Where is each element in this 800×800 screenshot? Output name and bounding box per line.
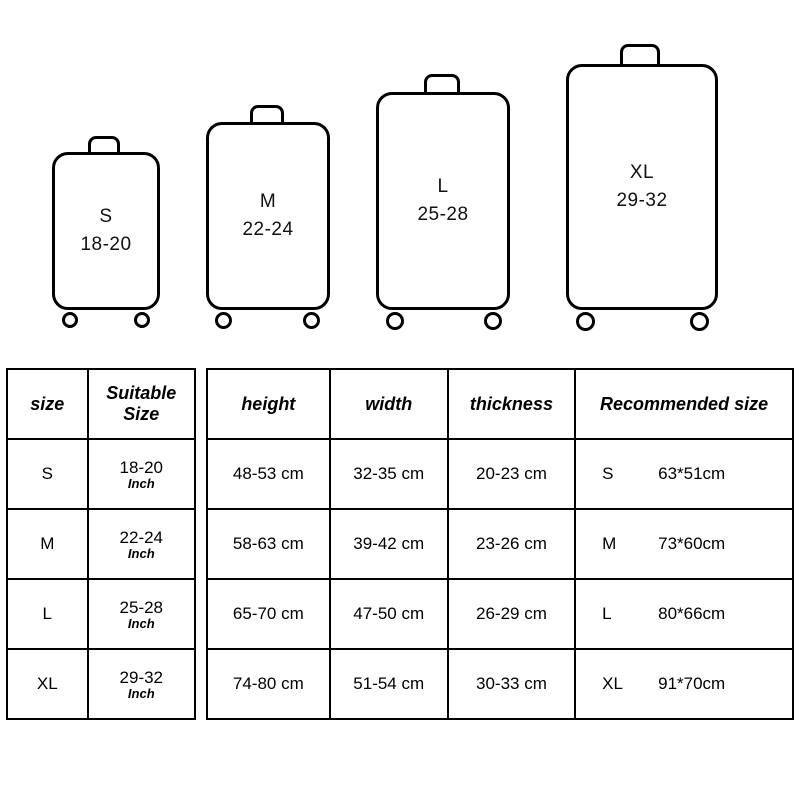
wheel-icon-m-left (215, 312, 232, 329)
wheel-icon-s-left (62, 312, 78, 328)
cell-recommended-value: 91*70cm (658, 674, 726, 693)
table-row (207, 579, 793, 649)
header-height: height (207, 369, 330, 439)
case-size-l: 25-28 (417, 204, 469, 225)
case-body-s (52, 152, 160, 310)
table-row (207, 649, 793, 719)
header-suitable-size (88, 369, 195, 439)
cell-suitable (88, 649, 195, 719)
cell-width: 51-54 cm (330, 649, 448, 719)
cell-thickness: 26-29 cm (448, 579, 575, 649)
cell-recommended (575, 509, 793, 579)
dimension-table (206, 368, 794, 720)
cell-thickness: 30-33 cm (448, 649, 575, 719)
table-row (7, 649, 195, 719)
cell-suitable-value: 18-20 (119, 457, 164, 477)
case-size-xl: 29-32 (616, 190, 668, 211)
cell-size: L (7, 579, 88, 649)
case-body-m (206, 122, 330, 310)
cell-height: 58-63 cm (207, 509, 330, 579)
wheel-icon-s-right (134, 312, 150, 328)
wheel-icon-l-right (484, 312, 502, 330)
cell-recommended (575, 649, 793, 719)
case-label-s: S (99, 205, 113, 227)
cell-recommended-value: 73*60cm (658, 534, 726, 553)
cell-suitable (88, 579, 195, 649)
case-body-xl (566, 64, 718, 310)
cell-width: 32-35 cm (330, 439, 448, 509)
cell-recommended-value: 63*51cm (658, 464, 726, 483)
table-row (7, 579, 195, 649)
cell-recommended-letter: L (602, 604, 612, 623)
header-suitable-line1: Suitable (106, 383, 177, 404)
cell-recommended-value: 80*66cm (658, 604, 726, 623)
header-suitable-line2: Size (123, 404, 160, 424)
cell-size: XL (7, 649, 88, 719)
cell-height: 74-80 cm (207, 649, 330, 719)
case-label-m: M (259, 190, 277, 212)
cell-height: 48-53 cm (207, 439, 330, 509)
luggage-illustration-row (0, 0, 800, 352)
cell-height: 65-70 cm (207, 579, 330, 649)
cell-thickness: 20-23 cm (448, 439, 575, 509)
size-table (6, 368, 196, 720)
case-size-s: 18-20 (80, 234, 132, 255)
cell-suitable (88, 509, 195, 579)
wheel-icon-l-left (386, 312, 404, 330)
table-row (207, 509, 793, 579)
wheel-icon-xl-left (576, 312, 595, 331)
header-width: width (330, 369, 448, 439)
cell-size: S (7, 439, 88, 509)
table-header-row (207, 369, 793, 439)
cell-size: M (7, 509, 88, 579)
cell-suitable-value: 22-24 (119, 527, 164, 547)
header-thickness: thickness (448, 369, 575, 439)
case-body-l (376, 92, 510, 310)
cell-recommended (575, 579, 793, 649)
handle-icon-xl (620, 44, 660, 66)
cell-recommended-letter: S (602, 464, 614, 483)
cell-unit: Inch (127, 615, 155, 631)
table-row (207, 439, 793, 509)
wheel-icon-xl-right (690, 312, 709, 331)
table-header-row (7, 369, 195, 439)
case-label-l: L (437, 175, 449, 197)
table-row (7, 509, 195, 579)
handle-icon-l (424, 74, 460, 94)
case-size-m: 22-24 (242, 219, 294, 240)
cell-width: 47-50 cm (330, 579, 448, 649)
cell-unit: Inch (127, 545, 155, 561)
cell-unit: Inch (127, 685, 155, 701)
case-label-xl: XL (629, 161, 655, 183)
header-recommended-size: Recommended size (575, 369, 793, 439)
cell-suitable-value: 25-28 (119, 597, 164, 617)
cell-unit: Inch (127, 475, 155, 491)
cell-suitable (88, 439, 195, 509)
cell-width: 39-42 cm (330, 509, 448, 579)
cell-thickness: 23-26 cm (448, 509, 575, 579)
wheel-icon-m-right (303, 312, 320, 329)
cell-recommended-letter: XL (602, 674, 623, 693)
cell-recommended-letter: M (602, 534, 617, 553)
cell-recommended (575, 439, 793, 509)
header-size: size (7, 369, 88, 439)
cell-suitable-value: 29-32 (119, 667, 164, 687)
table-row (7, 439, 195, 509)
